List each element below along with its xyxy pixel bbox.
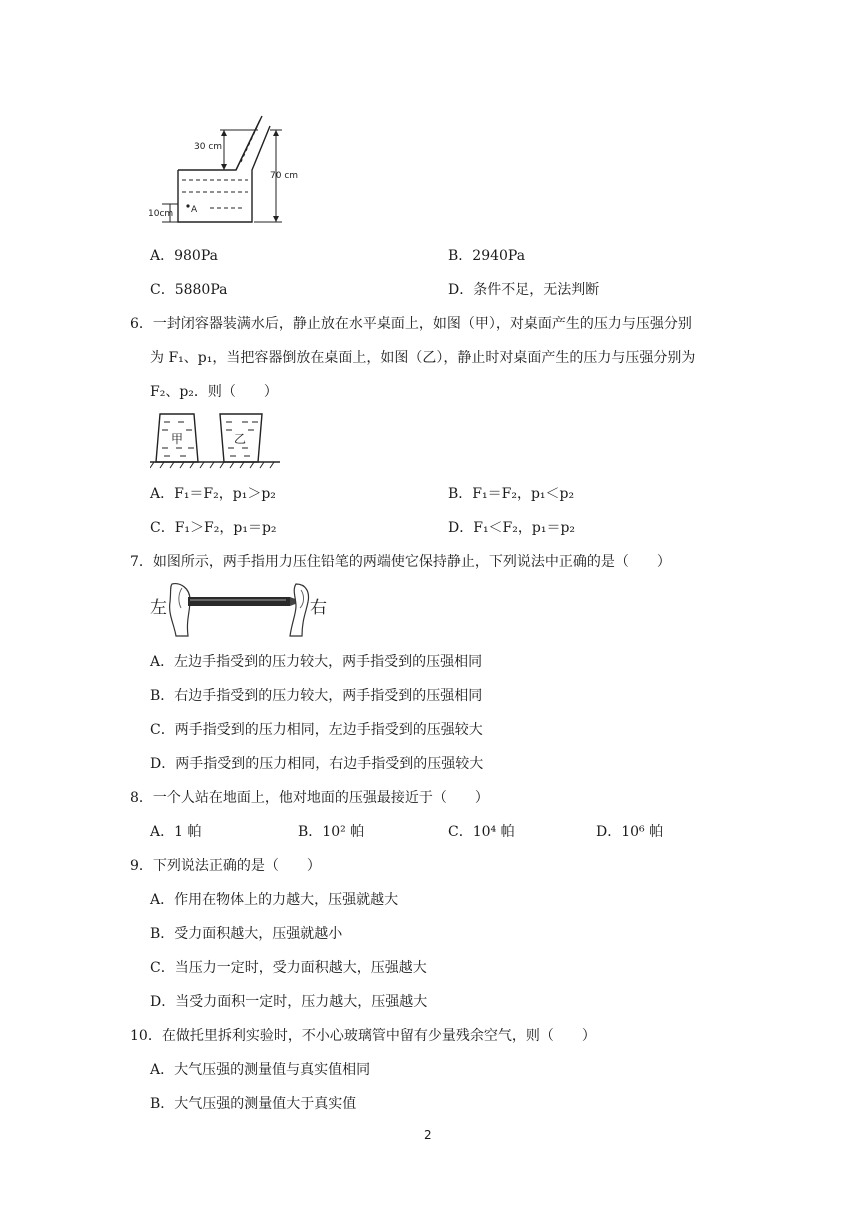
q6-containers-figure: [150, 410, 282, 472]
q10-option-a: A．大气压强的测量值与真实值相同: [150, 1062, 371, 1078]
q5-option-b: B．2940Pa: [448, 248, 526, 264]
q9-option-c: C．当压力一定时，受力面积越大，压强越大: [150, 960, 427, 976]
q5-label-A: A: [191, 205, 198, 215]
q7-label-right: 右: [310, 598, 327, 618]
q7-option-c: C．两手指受到的压力相同，左边手指受到的压强较大: [150, 722, 483, 738]
q8-option-c: C．10⁴ 帕: [448, 824, 515, 840]
q9-stem: 9．下列说法正确的是（ ）: [130, 858, 321, 874]
page-number: 2: [424, 1128, 432, 1142]
q5-container-figure: [140, 112, 300, 227]
q7-stem: 7．如图所示，两手指用力压住铅笔的两端使它保持静止，下列说法中正确的是（ ）: [130, 554, 671, 570]
q8-option-a: A．1 帕: [150, 824, 202, 840]
q6-option-a: A．F₁＝F₂，p₁＞p₂: [150, 486, 276, 502]
q7-option-a: A．左边手指受到的压力较大，两手指受到的压强相同: [150, 654, 483, 670]
q9-option-d: D．当受力面积一定时，压力越大，压强越大: [150, 994, 428, 1010]
q7-label-left: 左: [150, 598, 167, 618]
q7-pencil-figure: [150, 580, 330, 640]
q6-option-b: B．F₁＝F₂，p₁＜p₂: [448, 486, 575, 502]
q10-stem: 10．在做托里拆利实验时，不小心玻璃管中留有少量残余空气，则（ ）: [130, 1028, 596, 1044]
q6-option-c: C．F₁＞F₂，p₁＝p₂: [150, 520, 277, 536]
q10-option-b: B．大气压强的测量值大于真实值: [150, 1096, 357, 1112]
q5-option-c: C．5880Pa: [150, 282, 228, 298]
q5-option-d: D．条件不足，无法判断: [448, 282, 600, 298]
q9-option-b: B．受力面积越大，压强就越小: [150, 926, 343, 942]
q7-option-b: B．右边手指受到的压力较大，两手指受到的压强相同: [150, 688, 483, 704]
q6-stem-line1: 6．一封闭容器装满水后，静止放在水平桌面上，如图（甲），对桌面产生的压力与压强分别: [130, 316, 692, 332]
q5-label-10cm: 10cm: [148, 209, 174, 219]
q8-option-d: D．10⁶ 帕: [596, 824, 664, 840]
q6-stem-line3: F₂、p₂．则（ ）: [150, 384, 278, 400]
q8-option-b: B．10² 帕: [298, 824, 365, 840]
q5-label-30cm: 30 cm: [194, 142, 223, 152]
q9-option-a: A．作用在物体上的力越大，压强就越大: [150, 892, 399, 908]
q6-label-jia: 甲: [171, 432, 184, 446]
q7-option-d: D．两手指受到的压力相同，右边手指受到的压强较大: [150, 756, 484, 772]
q6-option-d: D．F₁＜F₂，p₁＝p₂: [448, 520, 576, 536]
q5-option-a: A．980Pa: [150, 248, 218, 264]
q8-stem: 8．一个人站在地面上，他对地面的压强最接近于（ ）: [130, 790, 489, 806]
q6-label-yi: 乙: [234, 432, 247, 446]
q5-label-70cm: 70 cm: [270, 171, 299, 181]
q6-stem-line2: 为 F₁、p₁，当把容器倒放在桌面上，如图（乙），静止时对桌面产生的压力与压强分别为: [150, 350, 696, 366]
